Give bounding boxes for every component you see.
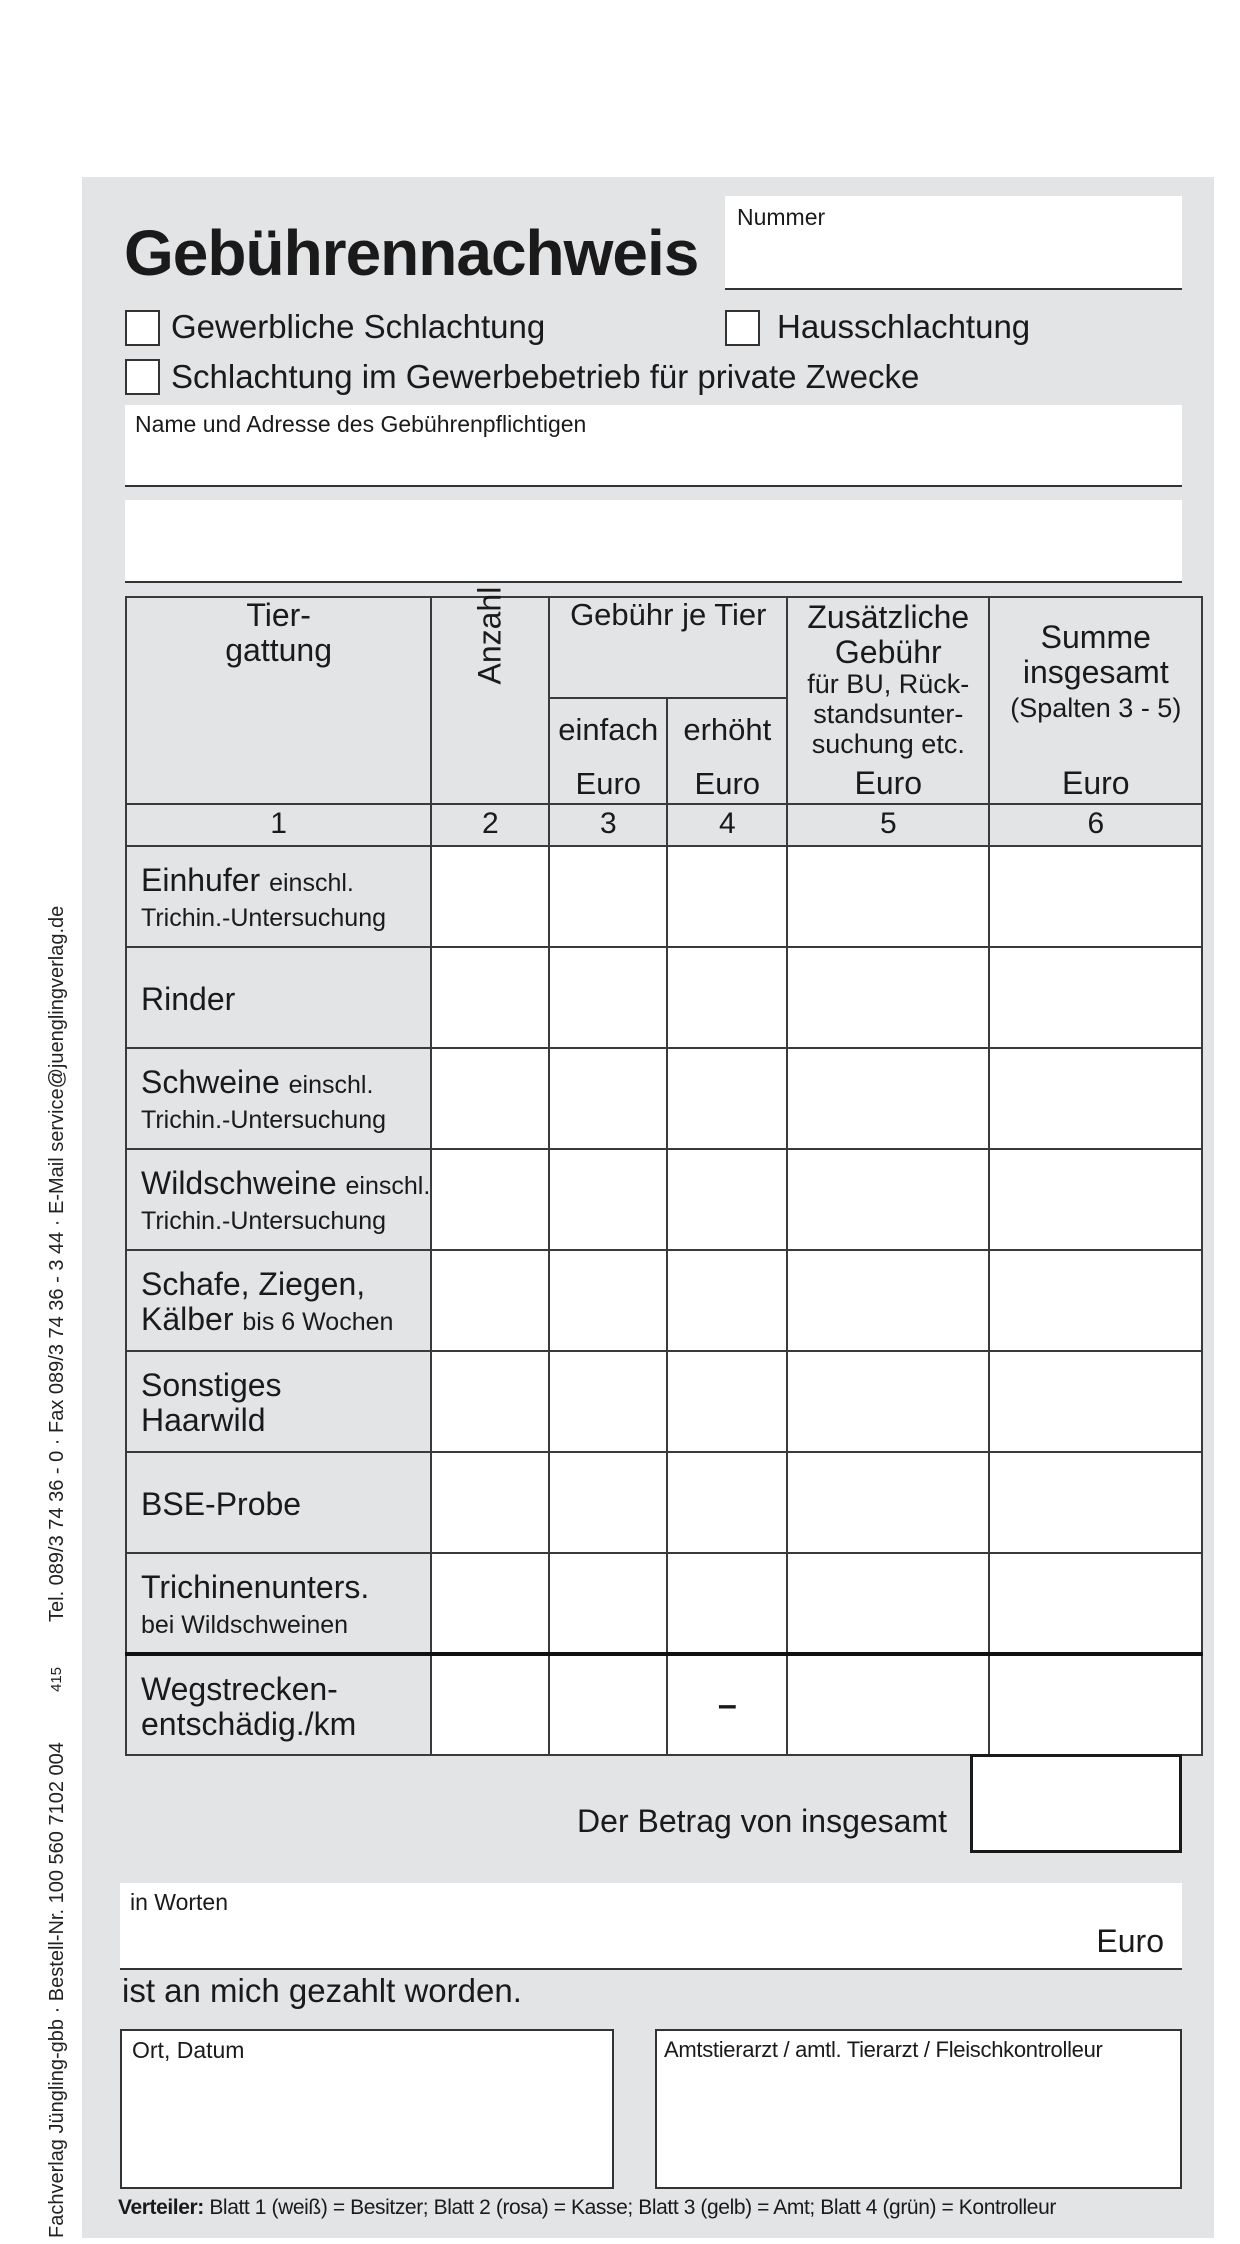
- header-text: Tier-: [246, 597, 311, 633]
- entry-cell[interactable]: [787, 1149, 989, 1250]
- header-text: gattung: [225, 632, 333, 669]
- form-title: Gebührennachweis: [124, 217, 699, 289]
- header-text: Gebühr je Tier: [570, 597, 767, 632]
- publisher-order-number: Fachverlag Jüngling-gbb · Bestell-Nr. 100 560 7102 004: [46, 1742, 68, 2238]
- distribution-label: Verteiler:: [118, 2196, 204, 2219]
- entry-cell[interactable]: [667, 947, 787, 1048]
- entry-cell[interactable]: [989, 947, 1202, 1048]
- row-label-small: einschl.: [269, 869, 354, 897]
- row-label-small: Trichin.-Untersuchung: [141, 1105, 387, 1134]
- row-label: [126, 1351, 431, 1452]
- publisher-contact: Tel. 089/3 74 36 - 0 · Fax 089/3 74 36 - 3 44 · E-Mail service@juenglingverlag.de: [46, 905, 68, 1622]
- row-label-main: Sonstiges: [141, 1367, 282, 1403]
- row-label-small: bei Wildschweinen: [141, 1610, 349, 1639]
- row-label-main: BSE-Probe: [141, 1486, 302, 1522]
- header-zusaetzliche-gebuehr: [787, 597, 989, 804]
- row-label: [126, 947, 431, 1048]
- row-label-small: bis 6 Wochen: [242, 1307, 394, 1336]
- entry-cell[interactable]: [667, 1452, 787, 1553]
- header-euro: Euro: [694, 765, 761, 801]
- nummer-field[interactable]: [725, 196, 1182, 290]
- header-tiergattung: [126, 597, 431, 804]
- column-number: [787, 804, 989, 846]
- column-number: [126, 804, 431, 846]
- place-date-label: Ort, Datum: [132, 2037, 245, 2063]
- name-address-field[interactable]: [125, 405, 1182, 487]
- total-amount-label: Der Betrag von insgesamt: [577, 1803, 947, 1839]
- table-row: [126, 846, 1202, 947]
- row-label-small: einschl.: [345, 1172, 431, 1200]
- nummer-label: Nummer: [737, 204, 826, 230]
- entry-cell[interactable]: [549, 1351, 667, 1452]
- amount-in-words-label: in Worten: [130, 1889, 229, 1915]
- row-label-small: Trichin.-Untersuchung: [141, 1206, 387, 1235]
- entry-cell[interactable]: [667, 1553, 787, 1654]
- row-label-main: entschädig./km: [141, 1705, 357, 1742]
- header-text: für BU, Rück-: [807, 669, 970, 700]
- checkbox-label: Gewerbliche Schlachtung: [171, 308, 546, 345]
- header-text: Anzahl: [471, 586, 508, 685]
- entry-cell[interactable]: [667, 1654, 787, 1755]
- row-label-small: einschl.: [288, 1071, 374, 1099]
- header-text: Zusätzliche: [807, 599, 970, 635]
- header-text: (Spalten 3 - 5): [1010, 693, 1182, 724]
- entry-cell[interactable]: [787, 1553, 989, 1654]
- entry-cell[interactable]: [989, 1351, 1202, 1452]
- row-label-main: Wildschweine: [141, 1165, 337, 1201]
- row-label-main: Rinder: [141, 981, 236, 1017]
- amount-in-words-field[interactable]: [120, 1883, 1182, 1970]
- entry-cell[interactable]: [667, 1149, 787, 1250]
- column-number-text: 5: [879, 807, 897, 840]
- table-row: [126, 1048, 1202, 1149]
- row-label: [126, 1048, 431, 1149]
- table-row: [126, 1452, 1202, 1553]
- entry-cell[interactable]: [667, 1351, 787, 1452]
- header-text: erhöht: [683, 712, 772, 747]
- distribution-text: Blatt 1 (weiß) = Besitzer; Blatt 2 (rosa) = Kasse; Blatt 3 (gelb) = Amt; Blatt 4 (grün) = Kontrolleur: [203, 2196, 1056, 2219]
- distribution-note: [118, 2196, 1056, 2220]
- address-field-line2[interactable]: [125, 500, 1182, 583]
- form-code: 415: [48, 1666, 65, 1692]
- entry-cell[interactable]: [787, 1351, 989, 1452]
- total-amount-field[interactable]: [970, 1754, 1182, 1853]
- header-text: Summe: [1040, 619, 1151, 655]
- entry-cell[interactable]: [549, 1452, 667, 1553]
- entry-cell[interactable]: [787, 947, 989, 1048]
- entry-cell[interactable]: [431, 1351, 549, 1452]
- column-number: [667, 804, 787, 846]
- paid-statement: ist an mich gezahlt worden.: [122, 1972, 522, 2009]
- header-einfach: [549, 698, 667, 804]
- entry-cell[interactable]: [989, 1553, 1202, 1654]
- amount-in-words-euro: Euro: [1096, 1923, 1164, 1959]
- entry-cell[interactable]: [431, 1654, 549, 1755]
- table-row: [126, 1654, 1202, 1755]
- entry-cell[interactable]: [787, 1250, 989, 1351]
- entry-cell[interactable]: [667, 1048, 787, 1149]
- table-row: [126, 1250, 1202, 1351]
- entry-cell[interactable]: [989, 1654, 1202, 1755]
- entry-cell[interactable]: [549, 1149, 667, 1250]
- row-label-main: Schafe, Ziegen,: [141, 1266, 366, 1302]
- fee-table: [125, 586, 1203, 1756]
- header-euro: Euro: [854, 764, 923, 801]
- entry-cell[interactable]: [431, 846, 549, 947]
- checkbox-gewerbliche-schlachtung[interactable]: [125, 310, 160, 346]
- table-row: [126, 947, 1202, 1048]
- table-row: [126, 1351, 1202, 1452]
- entry-cell[interactable]: [549, 1553, 667, 1654]
- checkbox-label: Schlachtung im Gewerbebetrieb für private Zwecke: [171, 358, 920, 395]
- entry-cell[interactable]: [667, 846, 787, 947]
- not-applicable-dash: –: [717, 1685, 737, 1724]
- entry-cell[interactable]: [431, 947, 549, 1048]
- column-number: [549, 804, 667, 846]
- column-number-text: 6: [1087, 807, 1105, 840]
- header-gebuehr-je-tier: [549, 597, 787, 698]
- checkbox-private-zwecke[interactable]: [125, 359, 160, 395]
- column-number: [989, 804, 1202, 846]
- column-number-text: 2: [481, 807, 499, 840]
- entry-cell[interactable]: [989, 1452, 1202, 1553]
- entry-cell[interactable]: [787, 1048, 989, 1149]
- column-number-text: 1: [270, 807, 287, 840]
- entry-cell[interactable]: [431, 1452, 549, 1553]
- header-text: suchung etc.: [811, 728, 965, 759]
- header-euro: Euro: [1061, 764, 1130, 801]
- header-erhoeht: [667, 698, 787, 804]
- entry-cell[interactable]: [549, 1048, 667, 1149]
- entry-cell[interactable]: [431, 1553, 549, 1654]
- entry-cell[interactable]: [989, 1048, 1202, 1149]
- row-label-main: Trichinenunters.: [141, 1569, 370, 1605]
- name-address-label: Name und Adresse des Gebührenpflichtigen: [135, 411, 587, 437]
- header-text: einfach: [558, 712, 659, 747]
- header-summe: [989, 597, 1202, 804]
- checkbox-hausschlachtung[interactable]: [725, 310, 760, 346]
- entry-cell[interactable]: [787, 1654, 989, 1755]
- row-label-main: Einhufer: [141, 862, 261, 898]
- entry-cell[interactable]: [549, 1250, 667, 1351]
- row-label: [126, 1654, 431, 1755]
- entry-cell[interactable]: [549, 846, 667, 947]
- header-text: insgesamt: [1022, 654, 1169, 691]
- row-label-main: Wegstrecken-: [141, 1671, 338, 1707]
- table-row: [126, 1149, 1202, 1250]
- checkbox-label: Hausschlachtung: [777, 308, 1031, 345]
- signature-field[interactable]: [655, 2029, 1182, 2189]
- entry-cell[interactable]: [989, 846, 1202, 947]
- header-anzahl: [431, 586, 549, 804]
- row-label: [126, 846, 431, 947]
- entry-cell[interactable]: [431, 1048, 549, 1149]
- table-row: [126, 1553, 1202, 1654]
- row-label-main: Kälber: [141, 1300, 234, 1337]
- header-text: standsunter-: [813, 699, 964, 730]
- row-label: [126, 1250, 431, 1351]
- signature-label: Amtstierarzt / amtl. Tierarzt / Fleischkontrolleur: [664, 2037, 1103, 2062]
- entry-cell[interactable]: [549, 947, 667, 1048]
- row-label: [126, 1452, 431, 1553]
- header-euro: Euro: [575, 765, 642, 801]
- entry-cell[interactable]: [787, 1452, 989, 1553]
- entry-cell[interactable]: [549, 1654, 667, 1755]
- header-text: Gebühr: [834, 634, 942, 671]
- entry-cell[interactable]: [431, 1149, 549, 1250]
- row-label-main: Haarwild: [141, 1401, 266, 1438]
- entry-cell[interactable]: [989, 1149, 1202, 1250]
- entry-cell[interactable]: [667, 1250, 787, 1351]
- place-date-field[interactable]: [120, 2029, 614, 2189]
- row-label: [126, 1149, 431, 1250]
- column-number: [431, 804, 549, 846]
- column-number-text: 4: [718, 807, 736, 840]
- entry-cell[interactable]: [989, 1250, 1202, 1351]
- entry-cell[interactable]: [431, 1250, 549, 1351]
- row-label-small: Trichin.-Untersuchung: [141, 903, 387, 932]
- row-label-main: Schweine: [141, 1064, 280, 1100]
- row-label: [126, 1553, 431, 1654]
- entry-cell[interactable]: [787, 846, 989, 947]
- column-number-text: 3: [599, 807, 617, 840]
